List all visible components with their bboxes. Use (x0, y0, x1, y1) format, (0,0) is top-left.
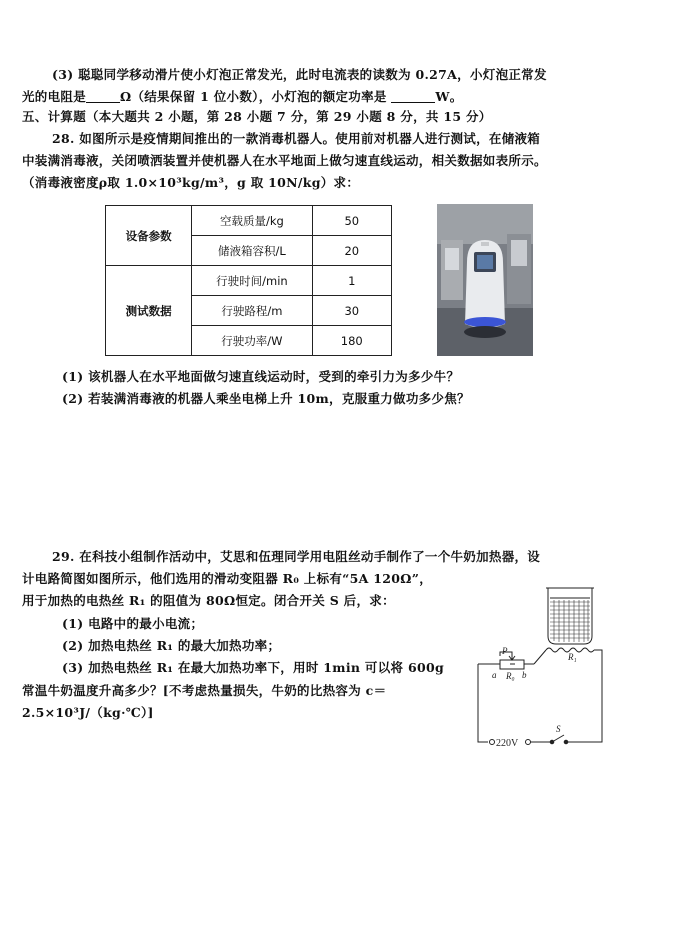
label-switch-s: S (556, 724, 561, 734)
robot-photo (437, 204, 533, 356)
q29-line-1: 29. 在科技小组制作活动中，艾思和伍理同学用电阻丝动手制作了一个牛奶加热器，设 (52, 549, 541, 564)
q3-text-a: 光的电阻是 (22, 89, 87, 104)
table-row (106, 206, 392, 236)
q3-text-b: Ω（结果保留 1 位小数），小灯泡的额定功率是 (120, 89, 387, 104)
label-r0: R₀ (506, 671, 515, 681)
q28-sub-1: (1) 该机器人在水平地面做匀速直线运动时，受到的牵引力为多少牛？ (62, 369, 460, 384)
milk-cup (548, 588, 592, 644)
table-cell-name: 储液箱容积/L (192, 236, 312, 266)
answer-blank-resistance[interactable] (86, 90, 120, 103)
label-a: a (492, 670, 497, 680)
label-power-source: 220V (496, 738, 519, 749)
table-cell-value: 20 (312, 236, 391, 266)
q29-sub-2: (2) 加热电热丝 R₁ 的最大加热功率； (62, 638, 281, 653)
table-group-label: 测试数据 (106, 266, 192, 356)
section-heading: 五、计算题（本大题共 2 小题，第 28 小题 7 分，第 29 小题 8 分，共 15 分） (22, 109, 492, 124)
robot-data-table (105, 205, 392, 356)
label-b: b (522, 670, 527, 680)
q29-sub-3: (3) 加热电热丝 R₁ 在最大加热功率下，用时 1min 可以将 600g (62, 660, 444, 675)
q28-line-3: （消毒液密度ρ取 1.0×10³kg/m³，g 取 10N/kg）求： (22, 175, 360, 190)
q3-line-2 (22, 89, 463, 105)
table-cell-value: 30 (312, 296, 391, 326)
label-r1: R₁ (568, 652, 577, 662)
q29-line-2: 计电路简图如图所示，他们选用的滑动变阻器 R₀ 上标有“5A 120Ω”， (22, 571, 433, 586)
table-cell-value: 1 (312, 266, 391, 296)
table-cell-value: 50 (312, 206, 391, 236)
table-cell-name: 行驶功率/W (192, 326, 312, 356)
q3-text-c: W。 (435, 89, 463, 104)
q29-sub-3b: 常温牛奶温度升高多少？[不考虑热量损失，牛奶的比热容为 c＝ (22, 683, 387, 698)
label-slider-p: P (502, 646, 508, 656)
answer-blank-power[interactable] (391, 90, 435, 103)
q28-line-1: 28. 如图所示是疫情期间推出的一款消毒机器人。使用前对机器人进行测试，在储液箱 (52, 131, 541, 146)
q3-line-1: (3) 聪聪同学移动滑片使小灯泡正常发光，此时电流表的读数为 0.27A，小灯泡正常发 (52, 67, 547, 82)
table-cell-name: 行驶时间/min (192, 266, 312, 296)
q28-line-2: 中装满消毒液，关闭喷洒装置并使机器人在水平地面上做匀速直线运动，相关数据如表所示。 (22, 153, 547, 168)
table-row (106, 266, 392, 296)
table-cell-value: 180 (312, 326, 391, 356)
q28-sub-2: (2) 若装满消毒液的机器人乘坐电梯上升 10m，克服重力做功多少焦？ (62, 391, 470, 406)
heater-circuit-diagram (462, 584, 622, 754)
table-cell-name: 行驶路程/m (192, 296, 312, 326)
q29-sub-1: (1) 电路中的最小电流； (62, 616, 204, 631)
table-group-label: 设备参数 (106, 206, 192, 266)
q29-line-3: 用于加热的电热丝 R₁ 的阻值为 80Ω恒定。闭合开关 S 后，求： (22, 593, 395, 608)
table-cell-name: 空载质量/kg (192, 206, 312, 236)
q29-sub-3c: 2.5×10³J/（kg·℃）] (22, 705, 154, 720)
